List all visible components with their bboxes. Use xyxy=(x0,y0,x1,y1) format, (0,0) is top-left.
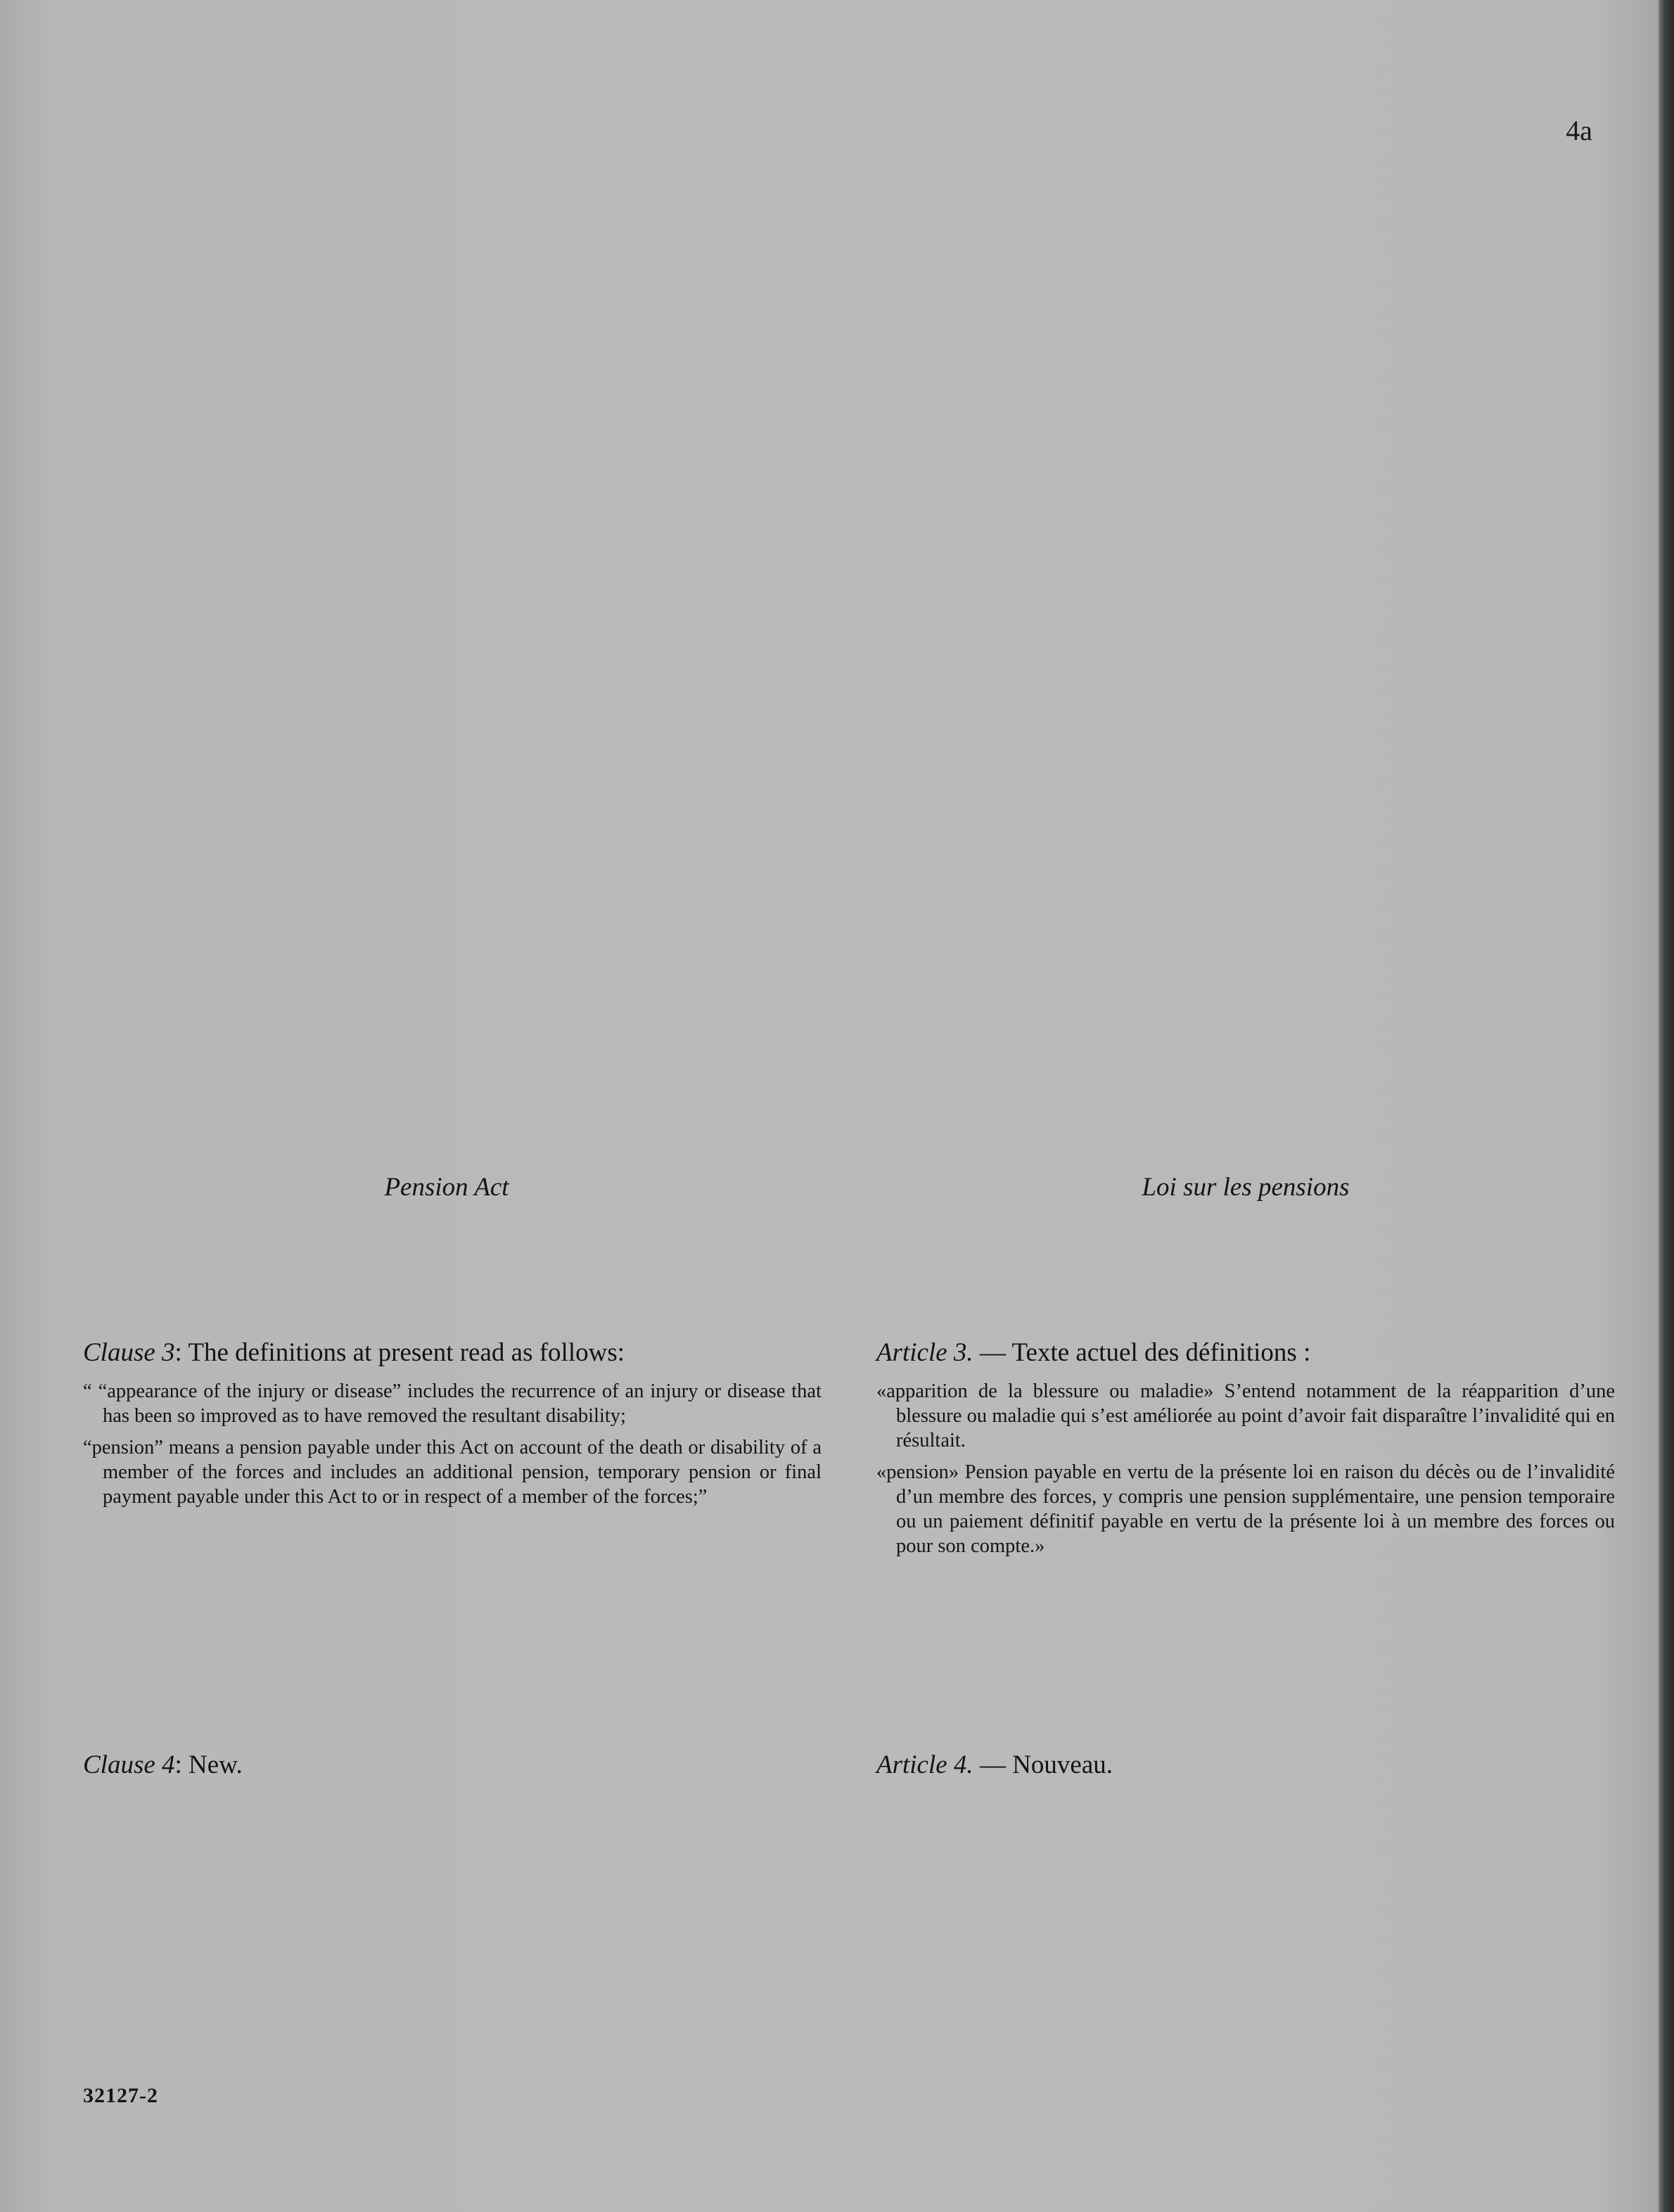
english-act-heading: Pension Act xyxy=(384,1173,509,1202)
clause-3-french-title xyxy=(876,1337,1615,1369)
clause-3-english-label: Clause 3 xyxy=(83,1338,175,1367)
definition-appearance-of-injury: “ “appearance of the injury or disease” includes the recurrence of an injury or disease that has been so improved as to have removed the resultant disability; xyxy=(83,1380,822,1427)
french-act-heading: Loi sur les pensions xyxy=(1142,1173,1350,1202)
clause-4-english-label: Clause 4 xyxy=(83,1750,175,1779)
clause-3-french-label: Article 3. xyxy=(876,1338,973,1367)
clause-3-english-note xyxy=(83,1337,822,1516)
definition-pension-english: “pension” means a pension payable under this Act on account of the death or disability of a member of the forces and includes an additional pension, temporary pension or final payment payable under this Act to or in respect of a member of the forces;” xyxy=(83,1437,822,1508)
page-edge-shadow xyxy=(1659,0,1674,2212)
print-code: 32127-2 xyxy=(83,2084,158,2107)
definition-apparition-blessure: «apparition de la blessure ou maladie» S’entend notamment de la réapparition d’une blessure ou maladie qui s’est améliorée au point d’avoir fait disparaître l’invalidité qui en résultait. xyxy=(876,1380,1615,1451)
clause-3-english-title-text: : The definitions at present read as follows: xyxy=(174,1338,625,1367)
clause-4-french-title-text: — Nouveau. xyxy=(973,1750,1113,1779)
clause-4-english-title xyxy=(83,1749,822,1781)
page-number: 4a xyxy=(1566,115,1592,146)
clause-4-french-title xyxy=(876,1749,1615,1781)
clause-3-french-note xyxy=(876,1337,1615,1565)
clause-4-english-note xyxy=(83,1749,822,1791)
clause-4-french-label: Article 4. xyxy=(876,1750,973,1779)
clause-3-english-title xyxy=(83,1337,822,1369)
clause-3-french-title-text: — Texte actuel des définitions : xyxy=(973,1338,1311,1367)
definition-pension-french: «pension» Pension payable en vertu de la présente loi en raison du décès ou de l’invalidité d’un membre des forces, y compris une pension supplémentaire, une pension temporaire ou un paiement définitif payable en vertu de la présente loi à un membre des forces ou pour son compte.» xyxy=(876,1461,1615,1557)
clause-4-english-title-text: : New. xyxy=(174,1750,243,1779)
clause-4-french-note xyxy=(876,1749,1615,1791)
